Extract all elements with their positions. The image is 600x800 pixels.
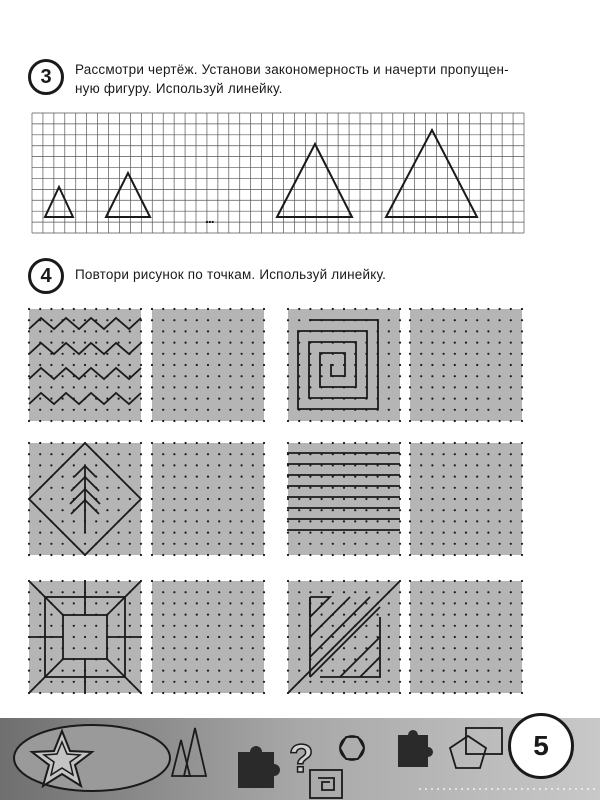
puzzle-piece-2-icon [398, 730, 433, 767]
question-mark-icon: ? [289, 737, 314, 781]
puzzle-piece-icon [238, 746, 280, 788]
task-4-instructions: Повтори рисунок по точкам. Используй линейку. [75, 267, 387, 282]
oval-shape-icon [14, 725, 170, 791]
task-3-text-line-2: ную фигуру. Используй линейку. [75, 81, 283, 96]
missing-figure-ellipsis: ... [205, 210, 214, 226]
task-number-badge: 4 [28, 258, 64, 294]
task-3-text-line-1: Рассмотри чертёж. Установи закономерность и начерти пропущен- [75, 62, 509, 77]
page-number: 5 [508, 713, 574, 779]
task-number-badge: 3 [28, 59, 64, 95]
